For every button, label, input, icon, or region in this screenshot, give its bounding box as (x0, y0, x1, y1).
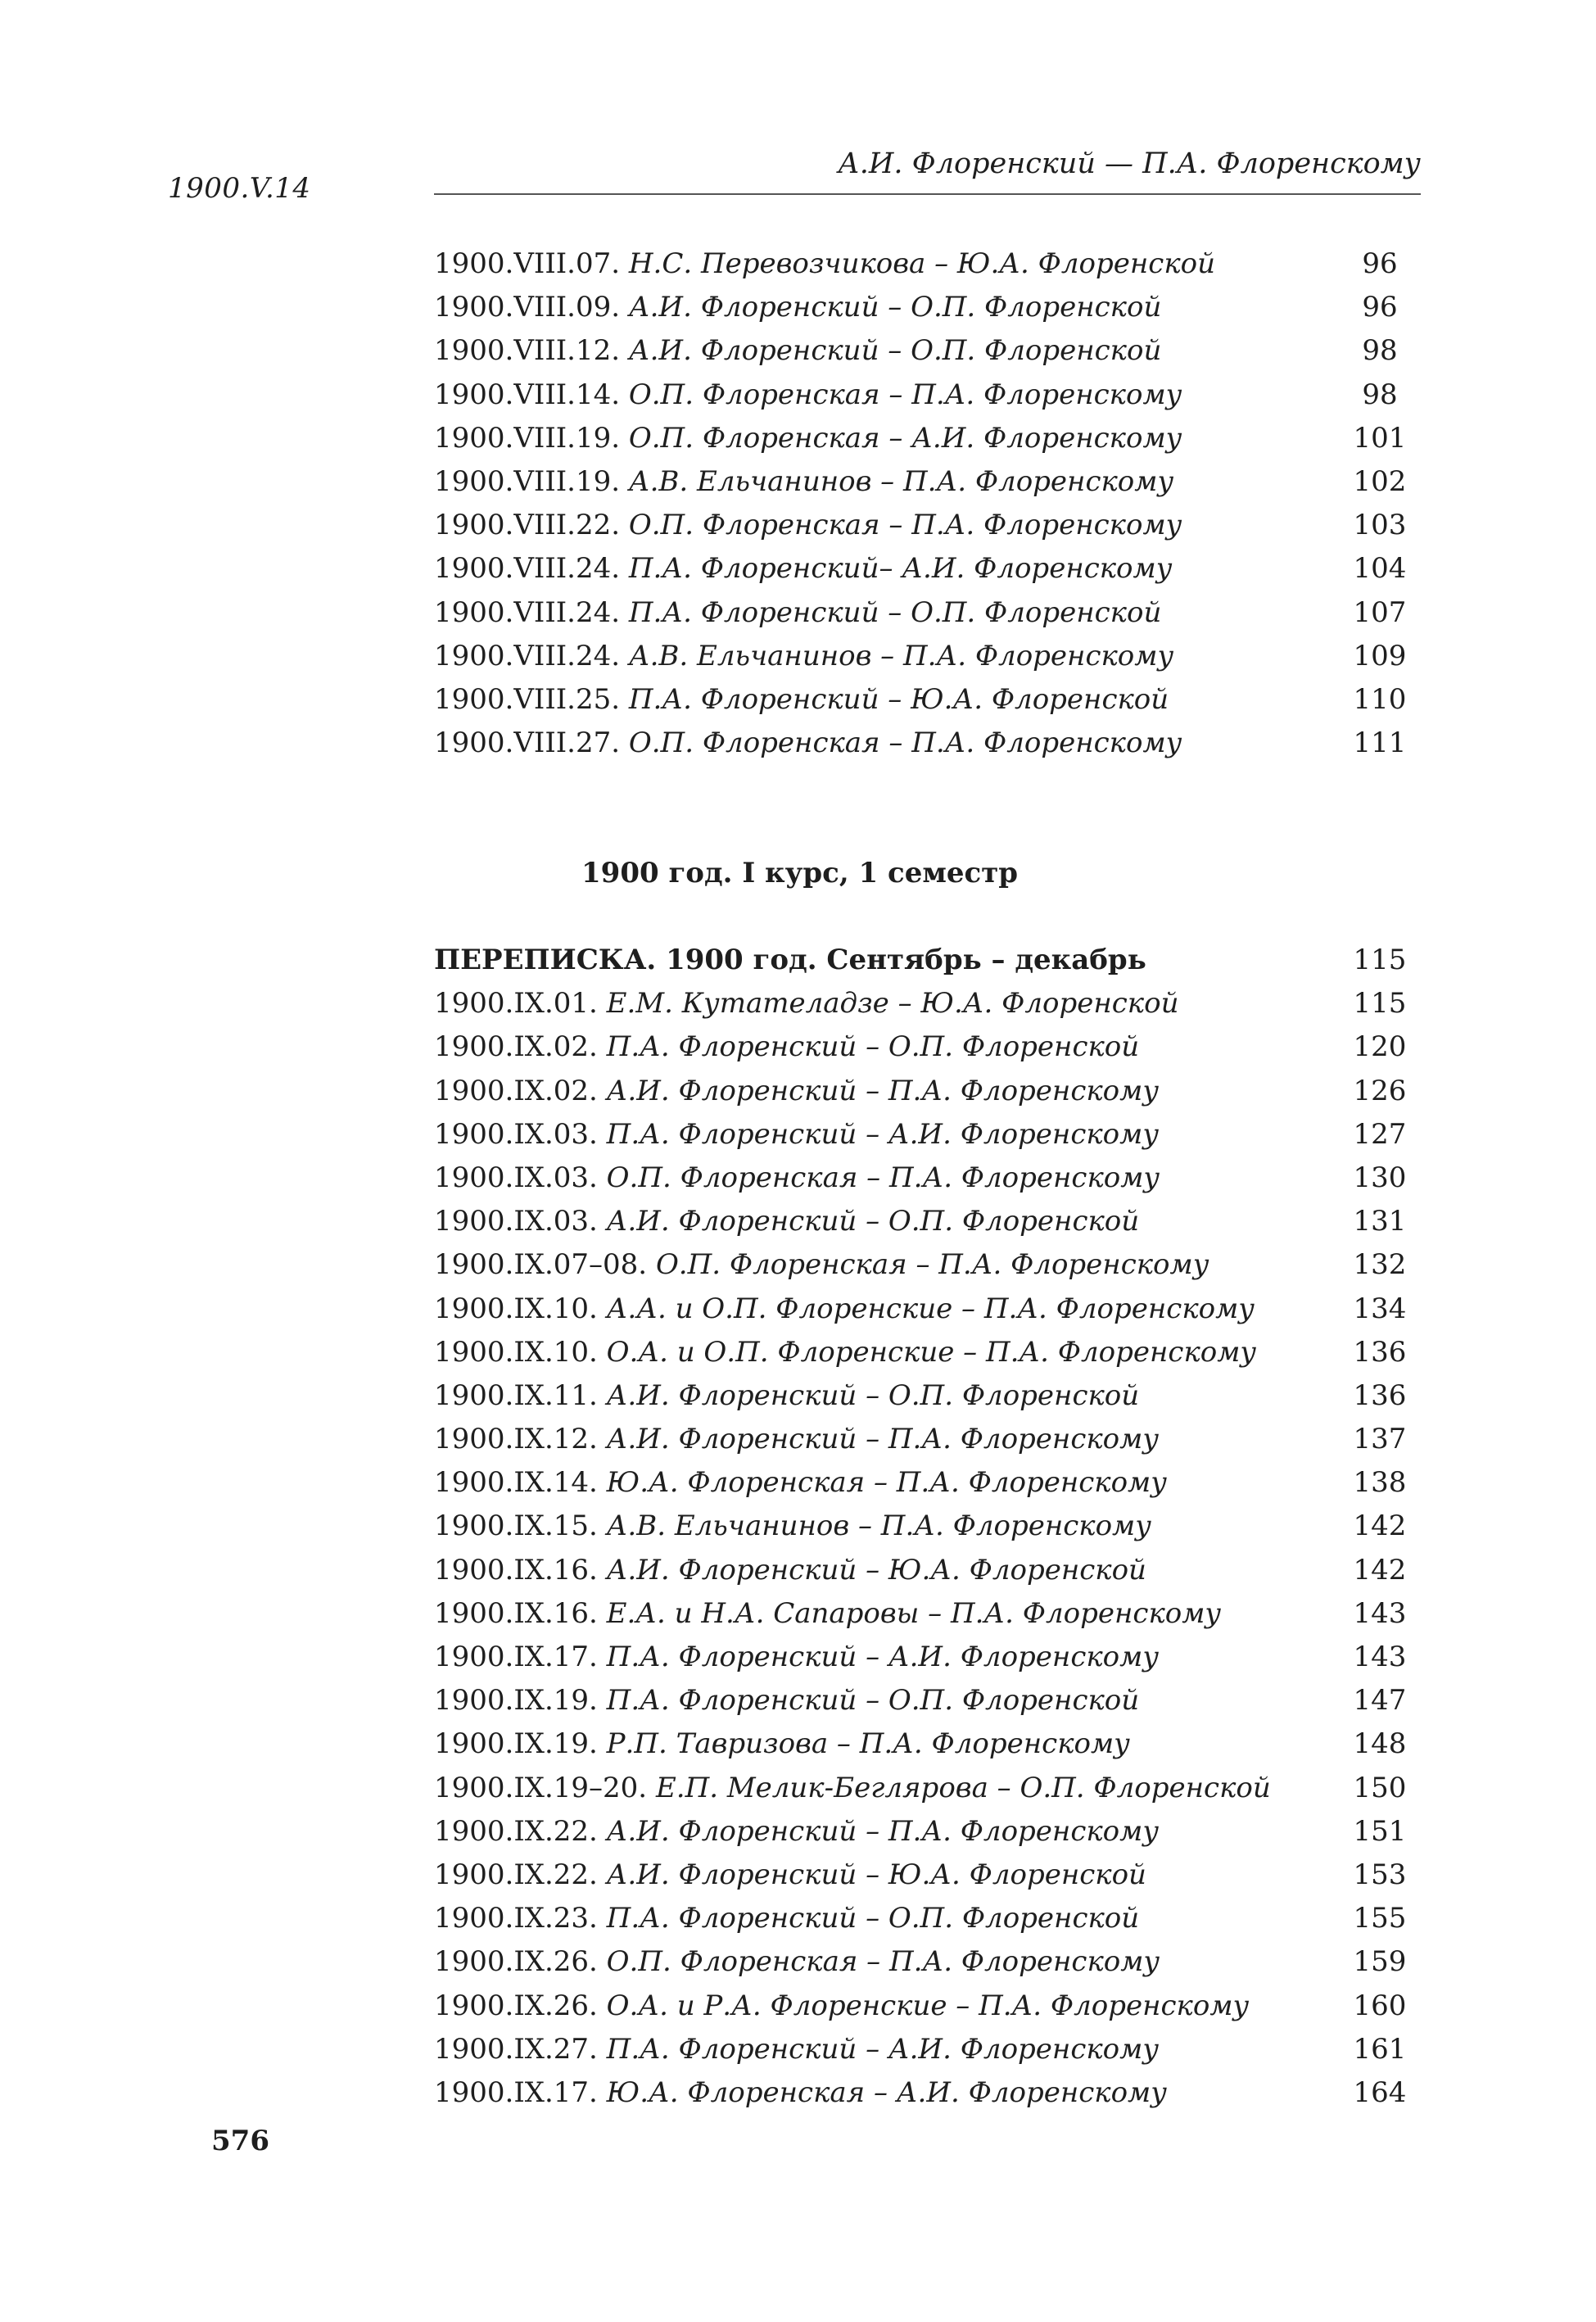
toc-entry-title: А.В. Ельчанинов – П.А. Флоренскому (628, 639, 1174, 672)
toc-entry-date: 1900.VIII.07. (434, 247, 621, 280)
toc-entry (434, 1118, 1413, 1161)
toc-entry-title: О.П. Флоренская – А.И. Флоренскому (628, 421, 1182, 455)
toc-entry-title: А.В. Ельчанинов – П.А. Флоренскому (606, 1510, 1151, 1543)
toc-entry-title: О.П. Флоренская – П.А. Флоренскому (606, 1945, 1160, 1979)
correspondence-heading-page: 115 (1353, 944, 1407, 976)
toc-entry-page: 153 (1353, 1858, 1407, 1891)
toc-entry-title: П.А. Флоренский – О.П. Флоренской (606, 1030, 1140, 1064)
toc-entry-text (434, 422, 1347, 455)
header-rule (434, 193, 1421, 195)
toc-entry-text (434, 1641, 1347, 1673)
toc-entry (434, 640, 1413, 683)
toc-entry-title: А.И. Флоренский – Ю.А. Флоренской (606, 1858, 1146, 1891)
toc-entry-text (434, 1030, 1347, 1063)
toc-entry-page: 110 (1353, 682, 1407, 716)
toc-entry (434, 1684, 1413, 1727)
toc-entry-title: О.П. Флоренская – П.А. Флоренскому (628, 509, 1182, 542)
toc-entry-title: А.И. Флоренский – П.А. Флоренскому (606, 1814, 1160, 1848)
toc-entry (434, 1336, 1413, 1379)
toc-entry-date: 1900.VIII.22. (434, 509, 621, 542)
toc-entry-title: Е.П. Мелик-Беглярова – О.П. Флоренской (655, 1771, 1271, 1804)
toc-entry-date: 1900.VIII.24. (434, 595, 621, 629)
toc-entry (434, 378, 1413, 422)
toc-entry-title: Е.А. и Н.А. Сапаровы – П.А. Флоренскому (606, 1596, 1222, 1630)
toc-entry-text (434, 1336, 1347, 1369)
toc-entry (434, 1248, 1413, 1292)
toc-entry (434, 987, 1413, 1030)
toc-entry (434, 1772, 1413, 1815)
section-heading-text: 1900 год. I курс, 1 семестр (581, 857, 1019, 889)
toc-list-september (434, 944, 1413, 2120)
toc-entry (434, 1161, 1413, 1205)
toc-entry-text (434, 1248, 1347, 1281)
toc-entry-text (434, 1902, 1347, 1935)
toc-entry-text (434, 596, 1347, 629)
toc-entry-date: 1900.IX.07–08. (434, 1248, 648, 1282)
toc-entry-page: 161 (1353, 2032, 1407, 2066)
toc-entry-title: О.П. Флоренская – П.А. Флоренскому (628, 378, 1182, 411)
toc-entry-page: 150 (1353, 1771, 1407, 1804)
toc-entry-text (434, 1858, 1347, 1891)
toc-entry-text (434, 1989, 1347, 2022)
toc-entry (434, 422, 1413, 465)
toc-entry-title: А.И. Флоренский – О.П. Флоренской (628, 291, 1162, 324)
toc-entry-page: 96 (1362, 291, 1398, 324)
toc-entry-text (434, 1292, 1347, 1325)
toc-entry-page: 136 (1353, 1335, 1407, 1369)
toc-entry-title: Ю.А. Флоренская – П.А. Флоренскому (606, 1466, 1167, 1500)
toc-entry-page: 98 (1362, 378, 1398, 411)
toc-entry-title: Е.М. Кутателадзе – Ю.А. Флоренской (606, 987, 1179, 1021)
toc-entry-page: 103 (1353, 509, 1407, 542)
toc-entry-page: 159 (1353, 1945, 1407, 1979)
toc-entry-date: 1900.VIII.24. (434, 552, 621, 586)
toc-entry-page: 131 (1353, 1205, 1407, 1238)
toc-entry-page: 130 (1353, 1161, 1407, 1194)
toc-entry-date: 1900.IX.27. (434, 2032, 598, 2066)
toc-entry-date: 1900.IX.15. (434, 1510, 598, 1543)
correspondence-heading-label: ПЕРЕПИСКА. 1900 год. Сентябрь – декабрь (434, 944, 1146, 976)
toc-entry-title: А.И. Флоренский – О.П. Флоренской (606, 1378, 1140, 1412)
toc-entry-date: 1900.IX.19–20. (434, 1771, 648, 1804)
toc-entry-page: 107 (1353, 595, 1407, 629)
toc-entry (434, 1902, 1413, 1945)
toc-entry (434, 1075, 1413, 1118)
toc-entry-text (434, 378, 1347, 411)
toc-entry-date: 1900.IX.02. (434, 1030, 598, 1064)
correspondence-heading-row (434, 944, 1413, 987)
toc-entry-date: 1900.VIII.14. (434, 378, 621, 411)
toc-entry-text (434, 1466, 1347, 1499)
toc-entry-text (434, 2076, 1347, 2109)
toc-entry (434, 465, 1413, 509)
toc-entry-title: А.В. Ельчанинов – П.А. Флоренскому (628, 464, 1174, 498)
toc-entry-date: 1900.IX.14. (434, 1466, 598, 1500)
toc-entry-date: 1900.IX.16. (434, 1553, 598, 1586)
toc-entry (434, 1466, 1413, 1510)
toc-entry-date: 1900.VIII.19. (434, 421, 621, 455)
margin-date-note: 1900.V.14 (168, 172, 311, 205)
toc-entry-title: П.А. Флоренский – А.И. Флоренскому (606, 1117, 1160, 1151)
toc-entry-page: 136 (1353, 1378, 1407, 1412)
toc-entry-text (434, 2033, 1347, 2066)
toc-entry-page: 155 (1353, 1902, 1407, 1935)
toc-entry-page: 160 (1353, 1989, 1407, 2022)
toc-entry (434, 291, 1413, 334)
toc-entry (434, 1379, 1413, 1423)
toc-entry (434, 552, 1413, 595)
toc-entry-page: 132 (1353, 1248, 1407, 1282)
toc-entry (434, 1989, 1413, 2033)
toc-list-august (434, 247, 1413, 770)
toc-entry-title: О.А. и Р.А. Флоренские – П.А. Флоренскому (606, 1989, 1250, 2022)
toc-entry-text (434, 1379, 1347, 1412)
toc-entry (434, 1554, 1413, 1597)
toc-entry-title: А.И. Флоренский – О.П. Флоренской (606, 1205, 1140, 1238)
toc-entry-page: 137 (1353, 1423, 1407, 1456)
toc-entry-date: 1900.IX.26. (434, 1945, 598, 1979)
toc-entry-text (434, 640, 1347, 672)
toc-entry-title: А.И. Флоренский – Ю.А. Флоренской (606, 1553, 1146, 1586)
toc-entry-page: 148 (1353, 1727, 1407, 1761)
toc-entry-title: А.И. Флоренский – П.А. Флоренскому (606, 1074, 1160, 1107)
toc-entry-text (434, 1772, 1347, 1804)
toc-entry-title: П.А. Флоренский – О.П. Флоренской (628, 595, 1162, 629)
toc-entry (434, 1858, 1413, 1902)
toc-entry-page: 109 (1353, 639, 1407, 672)
toc-entry-date: 1900.IX.22. (434, 1858, 598, 1891)
toc-entry-date: 1900.IX.23. (434, 1902, 598, 1935)
toc-entry-title: П.А. Флоренский – А.И. Флоренскому (606, 1641, 1160, 1673)
toc-entry (434, 2076, 1413, 2120)
toc-entry (434, 1597, 1413, 1641)
toc-entry-date: 1900.IX.03. (434, 1161, 598, 1194)
toc-entry (434, 509, 1413, 552)
toc-entry-text (434, 552, 1347, 585)
toc-entry-page: 143 (1353, 1641, 1407, 1673)
toc-entry-title: П.А. Флоренский – Ю.А. Флоренской (628, 682, 1169, 716)
toc-entry (434, 1510, 1413, 1553)
toc-entry-text (434, 247, 1347, 280)
toc-entry-page: 126 (1353, 1074, 1407, 1107)
toc-entry-date: 1900.IX.10. (434, 1292, 598, 1325)
toc-entry-page: 142 (1353, 1510, 1407, 1543)
toc-entry-title: Ю.А. Флоренская – А.И. Флоренскому (606, 2075, 1167, 2109)
toc-entry-title: П.А. Флоренский– А.И. Флоренскому (628, 552, 1173, 586)
toc-entry-page: 96 (1362, 247, 1398, 280)
toc-entry-date: 1900.IX.11. (434, 1378, 598, 1412)
toc-entry-page: 102 (1353, 464, 1407, 498)
toc-entry-text (434, 1423, 1347, 1455)
toc-entries-september (434, 987, 1413, 2120)
toc-entry-page: 101 (1353, 421, 1407, 455)
toc-entry-title: О.П. Флоренская – П.А. Флоренскому (628, 726, 1182, 760)
toc-entry-text (434, 1554, 1347, 1586)
toc-entry-title: Н.С. Перевозчикова – Ю.А. Флоренской (628, 247, 1215, 280)
toc-entry-date: 1900.VIII.12. (434, 334, 621, 368)
toc-entry-date: 1900.IX.26. (434, 1989, 598, 2022)
toc-entry-page: 138 (1353, 1466, 1407, 1500)
toc-entry-date: 1900.IX.03. (434, 1117, 598, 1151)
toc-entry-page: 134 (1353, 1292, 1407, 1325)
toc-entry-text (434, 1727, 1347, 1760)
toc-entry-page: 120 (1353, 1030, 1407, 1064)
toc-entry-title: А.И. Флоренский – П.А. Флоренскому (606, 1423, 1160, 1456)
toc-entry-text (434, 465, 1347, 498)
toc-entry-text (434, 334, 1347, 367)
toc-entry-text (434, 1597, 1347, 1630)
toc-entry-text (434, 509, 1347, 541)
toc-entry-date: 1900.IX.16. (434, 1596, 598, 1630)
toc-entry-date: 1900.VIII.27. (434, 726, 621, 760)
toc-entry-date: 1900.VIII.25. (434, 682, 621, 716)
toc-entry-text (434, 1205, 1347, 1238)
toc-entry-date: 1900.IX.12. (434, 1423, 598, 1456)
toc-entry-date: 1900.IX.19. (434, 1727, 598, 1761)
toc-entry-date: 1900.VIII.24. (434, 639, 621, 672)
toc-entry-text (434, 987, 1347, 1020)
toc-entry-text (434, 683, 1347, 716)
toc-entry (434, 1423, 1413, 1466)
toc-entry-title: П.А. Флоренский – О.П. Флоренской (606, 1684, 1140, 1718)
toc-entry-date: 1900.IX.02. (434, 1074, 598, 1107)
toc-entry-date: 1900.IX.10. (434, 1335, 598, 1369)
toc-entry-date: 1900.IX.01. (434, 987, 598, 1021)
toc-entry (434, 683, 1413, 726)
toc-entry-text (434, 1945, 1347, 1978)
toc-entry-page: 127 (1353, 1117, 1407, 1151)
toc-entry-title: О.П. Флоренская – П.А. Флоренскому (606, 1161, 1160, 1194)
toc-entry-page: 143 (1353, 1596, 1407, 1630)
toc-entry-date: 1900.IX.17. (434, 1641, 598, 1673)
toc-entry-title: П.А. Флоренский – О.П. Флоренской (606, 1902, 1140, 1935)
toc-entry-title: А.А. и О.П. Флоренские – П.А. Флоренскому (606, 1292, 1255, 1325)
toc-entry-page: 164 (1353, 2075, 1407, 2109)
running-head: А.И. Флоренский — П.А. Флоренскому (838, 147, 1421, 180)
toc-entry (434, 1945, 1413, 1989)
toc-entry-text (434, 1510, 1347, 1542)
toc-entry-text (434, 291, 1347, 324)
toc-entry-title: Р.П. Тавризова – П.А. Флоренскому (606, 1727, 1130, 1761)
toc-entry-text (434, 1118, 1347, 1151)
toc-entry-page: 147 (1353, 1684, 1407, 1718)
toc-entry-text (434, 1684, 1347, 1717)
toc-entry-date: 1900.VIII.19. (434, 464, 621, 498)
toc-entry (434, 1205, 1413, 1248)
toc-entry (434, 2033, 1413, 2076)
toc-entry-title: О.П. Флоренская – П.А. Флоренскому (655, 1248, 1209, 1282)
toc-entry-date: 1900.IX.19. (434, 1684, 598, 1718)
toc-entry-page: 151 (1353, 1814, 1407, 1848)
toc-entry-text (434, 1075, 1347, 1107)
toc-entry-page: 98 (1362, 334, 1398, 368)
toc-entry-date: 1900.IX.03. (434, 1205, 598, 1238)
toc-entry (434, 1641, 1413, 1684)
toc-entry (434, 1727, 1413, 1771)
toc-entry (434, 334, 1413, 378)
toc-entry-title: А.И. Флоренский – О.П. Флоренской (628, 334, 1162, 368)
toc-entry (434, 1030, 1413, 1074)
toc-entry-date: 1900.IX.17. (434, 2075, 598, 2109)
toc-entry-text (434, 726, 1347, 759)
toc-entry-page: 111 (1353, 726, 1407, 760)
toc-entry (434, 1292, 1413, 1336)
toc-entry-title: О.А. и О.П. Флоренские – П.А. Флоренскому (606, 1335, 1257, 1369)
toc-entry-page: 142 (1353, 1553, 1407, 1586)
toc-entry-page: 104 (1353, 552, 1407, 586)
toc-entry-title: П.А. Флоренский – А.И. Флоренскому (606, 2032, 1160, 2066)
toc-entry-text (434, 1815, 1347, 1848)
toc-entry-date: 1900.IX.22. (434, 1814, 598, 1848)
toc-entry (434, 1815, 1413, 1858)
toc-entry (434, 247, 1413, 291)
page-number: 576 (211, 2125, 269, 2157)
toc-entry-text (434, 1161, 1347, 1194)
toc-entry (434, 596, 1413, 640)
toc-entry-date: 1900.VIII.09. (434, 291, 621, 324)
toc-entry-page: 115 (1353, 987, 1407, 1021)
toc-entry (434, 726, 1413, 770)
